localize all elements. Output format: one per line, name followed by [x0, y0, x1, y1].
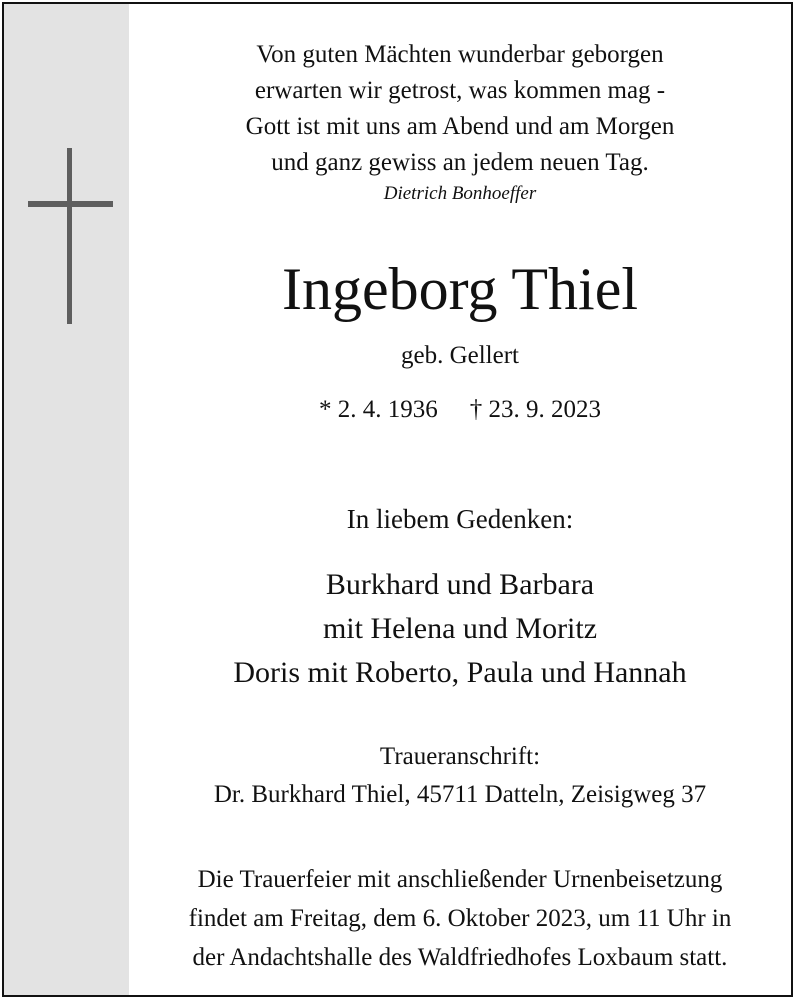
mourners-list: [129, 563, 791, 695]
poem-line: Gott ist mit uns am Abend und am Morgen: [245, 113, 675, 140]
mourning-address: [129, 738, 791, 814]
funeral-line: findet am Freitag, dem 6. Oktober 2023, um 11 Uhr in: [188, 905, 732, 932]
life-dates: [129, 394, 791, 426]
poem-line: und ganz gewiss an jedem neuen Tag.: [271, 149, 649, 176]
mourner-line: Doris mit Roberto, Paula und Hannah: [233, 656, 687, 689]
cross-horizontal-beam: [28, 201, 113, 207]
notice-content: [129, 4, 791, 995]
birth-name: geb. Gellert: [400, 342, 519, 369]
birth-date: * 2. 4. 1936: [319, 396, 438, 423]
funeral-info: [129, 860, 791, 977]
memory-heading: In liebem Gedenken:: [346, 504, 574, 534]
funeral-line: der Andachtshalle des Waldfriedhofes Loxbaum statt.: [192, 944, 728, 971]
poem-line: Von guten Mächten wunderbar geborgen: [256, 41, 664, 68]
poem-line: erwarten wir getrost, was kommen mag -: [254, 77, 666, 104]
poem: [129, 37, 791, 181]
deceased-name: Ingeborg Thiel: [281, 256, 639, 322]
mourner-line: Burkhard und Barbara: [325, 568, 595, 601]
address-heading: Traueranschrift:: [379, 743, 541, 770]
death-date: † 23. 9. 2023: [469, 396, 601, 423]
address-line: Dr. Burkhard Thiel, 45711 Datteln, Zeisigweg 37: [213, 781, 707, 808]
funeral-line: Die Trauerfeier mit anschließender Urnenbeisetzung: [197, 866, 723, 893]
mourner-line: mit Helena und Moritz: [322, 612, 598, 645]
poem-author: Dietrich Bonhoeffer: [383, 183, 537, 204]
cross-vertical-beam: [67, 148, 72, 324]
cross-icon: [4, 4, 129, 995]
obituary-notice: [2, 2, 793, 997]
